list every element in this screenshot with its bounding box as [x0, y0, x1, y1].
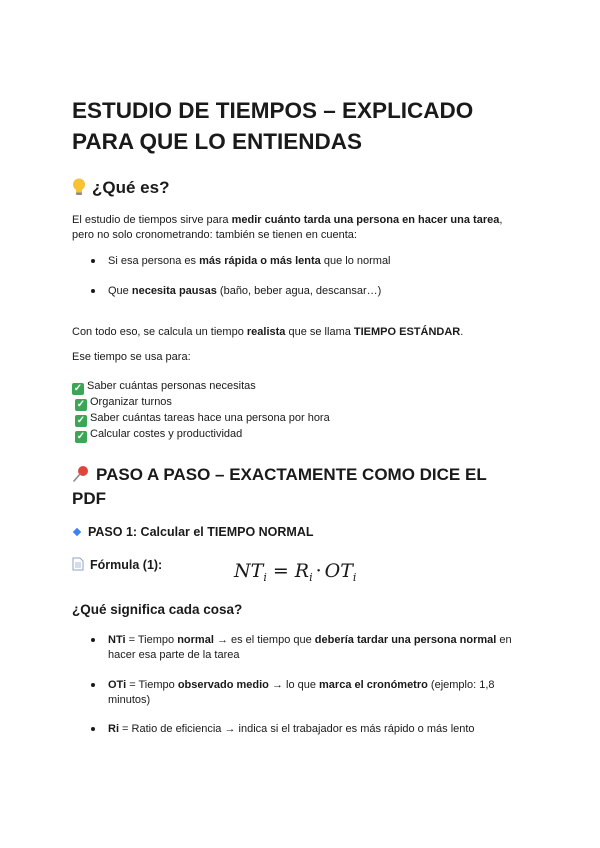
step-1-heading: PASO 1: Calcular el TIEMPO NORMAL — [72, 525, 314, 539]
definitions-list — [72, 633, 523, 663]
definition-oti: OTi = Tiempo observado medio → lo que marca el cronómetro (ejemplo: 1,8 minutos) — [72, 678, 523, 708]
page-title: ESTUDIO DE TIEMPOS – EXPLICADO PARA QUE LO ENTIENDAS — [72, 98, 474, 154]
definition-ri: Ri = Ratio de eficiencia → indica si el trabajador es más rápido o más lento — [72, 722, 523, 737]
standard-time-paragraph: Con todo eso, se calcula un tiempo realista que se llama TIEMPO ESTÁNDAR. — [72, 326, 464, 338]
meaning-heading: ¿Qué significa cada cosa? — [72, 602, 243, 617]
considerations-list-2 — [72, 284, 523, 299]
definitions-list-2 — [72, 678, 523, 708]
list-item: Si esa persona es más rápida o más lenta que lo normal — [72, 254, 523, 269]
formula-label: Fórmula (1): — [72, 557, 162, 572]
pushpin-icon — [72, 465, 90, 483]
usage-intro: Ese tiempo se usa para: — [72, 351, 191, 363]
section-heading-que-es: ¿Qué es? — [72, 176, 169, 200]
considerations-list — [72, 254, 523, 269]
list-item: Que necesita pausas (baño, beber agua, descansar…) — [72, 284, 523, 299]
diamond-icon — [73, 528, 81, 536]
definitions-list-3 — [72, 722, 523, 737]
usage-checklist — [72, 379, 330, 443]
document-icon — [72, 557, 84, 571]
check-item: ✓ Organizar turnos — [76, 396, 172, 410]
check-icon: ✓ — [76, 399, 86, 410]
check-item: ✓ Calcular costes y productividad — [76, 428, 243, 442]
lightbulb-icon — [72, 178, 86, 196]
normal-time-formula: $NT_i = R_i \cdot OT_i$ — [234, 560, 357, 584]
check-item: ✓ Saber cuántas tareas hace una persona por hora — [76, 412, 330, 426]
check-item: ✓ Saber cuántas personas necesitas — [73, 380, 256, 394]
definition-nti: NTi = Tiempo normal → es el tiempo que debería tardar una persona normal en hacer esa parte de la tarea — [72, 633, 523, 663]
check-icon: ✓ — [76, 415, 86, 426]
section-heading-paso-a-paso: PASO A PASO – EXACTAMENTE COMO DICE EL PDF — [72, 465, 487, 508]
check-icon: ✓ — [76, 431, 86, 442]
intro-paragraph: El estudio de tiempos sirve para medir cuánto tarda una persona en hacer una tarea, pero no solo cronometrando: también se tienen en cuenta: — [72, 214, 503, 241]
check-icon: ✓ — [73, 383, 83, 394]
